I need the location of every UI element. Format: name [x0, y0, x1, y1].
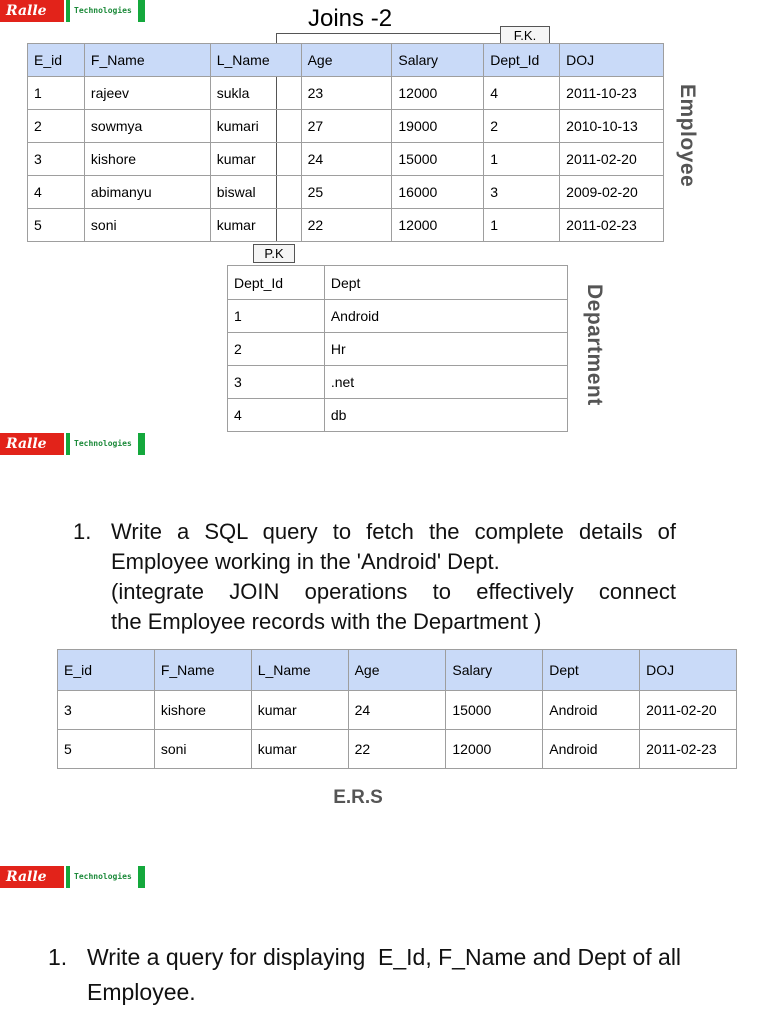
department-table [227, 265, 568, 432]
table-row [28, 176, 664, 209]
table-cell: 2 [484, 110, 560, 143]
department-table-label: Department [583, 284, 606, 406]
table-cell: kumar [210, 209, 301, 242]
table-cell: 1 [484, 143, 560, 176]
brand-name: Ralle [0, 866, 64, 888]
table-cell: 12000 [392, 77, 484, 110]
table-cell: Android [543, 730, 640, 769]
column-header: F_Name [154, 650, 251, 691]
table-row [228, 333, 568, 366]
question-number: 1. [48, 944, 68, 970]
result-table [57, 649, 737, 769]
column-header: Salary [446, 650, 543, 691]
employee-table [27, 43, 664, 242]
question-line: Write a query for displaying E_Id, F_Name and Dept of all [87, 944, 682, 970]
column-header: Dept [543, 650, 640, 691]
table-cell: 2 [228, 333, 325, 366]
table-cell: 19000 [392, 110, 484, 143]
table-cell: 2011-02-23 [640, 730, 737, 769]
table-row [28, 209, 664, 242]
table-row [58, 730, 737, 769]
primary-key-label: P.K [253, 244, 295, 263]
page-title: Joins -2 [308, 5, 393, 32]
table-cell: .net [324, 366, 567, 399]
table-row [28, 143, 664, 176]
column-header: E_id [58, 650, 155, 691]
brand-name: Ralle [0, 0, 64, 22]
table-cell: rajeev [84, 77, 210, 110]
table-cell: 22 [301, 209, 392, 242]
brand-logo [0, 866, 150, 888]
table-cell: soni [84, 209, 210, 242]
result-caption: E.R.S [333, 787, 383, 808]
question-line: Employee. [87, 979, 196, 1005]
brand-bar [138, 866, 145, 888]
table-cell: 12000 [446, 730, 543, 769]
table-cell: kishore [84, 143, 210, 176]
table-cell: 1 [484, 209, 560, 242]
table-cell: 2011-02-20 [640, 691, 737, 730]
question-two [48, 940, 738, 1010]
table-cell: 4 [484, 77, 560, 110]
column-header: L_Name [251, 650, 348, 691]
column-header: Dept [324, 266, 567, 300]
table-cell: sowmya [84, 110, 210, 143]
foreign-key-label: F.K. [500, 26, 550, 45]
table-cell: biswal [210, 176, 301, 209]
employee-table-label: Employee [676, 84, 699, 188]
table-cell: 23 [301, 77, 392, 110]
table-cell: 3 [484, 176, 560, 209]
table-cell: db [324, 399, 567, 432]
table-row [228, 300, 568, 333]
table-cell: kumar [251, 691, 348, 730]
table-cell: 22 [348, 730, 446, 769]
table-cell: Hr [324, 333, 567, 366]
key-connector-line [276, 33, 500, 34]
table-cell: kumar [251, 730, 348, 769]
table-cell: abimanyu [84, 176, 210, 209]
table-cell: 5 [28, 209, 85, 242]
question-text [87, 940, 737, 1010]
column-header: E_id [28, 44, 85, 77]
brand-tagline: Technologies [66, 866, 132, 888]
table-cell: 2010-10-13 [560, 110, 664, 143]
column-header: F_Name [84, 44, 210, 77]
table-cell: Android [324, 300, 567, 333]
table-cell: kishore [154, 691, 251, 730]
table-cell: 4 [28, 176, 85, 209]
table-cell: kumari [210, 110, 301, 143]
table-cell: kumar [210, 143, 301, 176]
brand-bar [138, 0, 145, 22]
table-cell: 1 [28, 77, 85, 110]
table-cell: 25 [301, 176, 392, 209]
table-row [28, 110, 664, 143]
question-line: Write a SQL query to fetch the complete details of [111, 519, 676, 544]
brand-tagline: Technologies [66, 433, 132, 455]
table-row [228, 366, 568, 399]
table-cell: 3 [58, 691, 155, 730]
table-cell: soni [154, 730, 251, 769]
table-cell: 2011-10-23 [560, 77, 664, 110]
question-one [73, 517, 683, 639]
table-cell: 1 [228, 300, 325, 333]
brand-bar [138, 433, 145, 455]
table-cell: 5 [58, 730, 155, 769]
question-text [111, 517, 676, 637]
table-header-row [58, 650, 737, 691]
column-header: Dept_Id [484, 44, 560, 77]
question-line: (integrate JOIN operations to effectively connect [111, 579, 676, 604]
table-header-row [228, 266, 568, 300]
table-cell: 15000 [392, 143, 484, 176]
column-header: DOJ [640, 650, 737, 691]
table-header-row [28, 44, 664, 77]
table-row [28, 77, 664, 110]
table-row [228, 399, 568, 432]
brand-tagline: Technologies [66, 0, 132, 22]
table-cell: 3 [228, 366, 325, 399]
column-header: Dept_Id [228, 266, 325, 300]
table-cell: 4 [228, 399, 325, 432]
table-cell: 16000 [392, 176, 484, 209]
question-number: 1. [73, 519, 92, 544]
table-cell: 3 [28, 143, 85, 176]
table-row [58, 691, 737, 730]
table-cell: 12000 [392, 209, 484, 242]
column-header: DOJ [560, 44, 664, 77]
brand-name: Ralle [0, 433, 64, 455]
column-header: Age [301, 44, 392, 77]
table-cell: 24 [348, 691, 446, 730]
question-line: the Employee records with the Department ) [111, 609, 542, 634]
table-cell: 15000 [446, 691, 543, 730]
table-cell: 27 [301, 110, 392, 143]
column-header: L_Name [210, 44, 301, 77]
table-cell: Android [543, 691, 640, 730]
table-cell: 2011-02-23 [560, 209, 664, 242]
column-header: Salary [392, 44, 484, 77]
table-cell: 24 [301, 143, 392, 176]
table-cell: 2 [28, 110, 85, 143]
table-cell: sukla [210, 77, 301, 110]
brand-logo [0, 0, 150, 22]
brand-logo [0, 433, 150, 455]
question-line: Employee working in the 'Android' Dept. [111, 549, 500, 574]
table-cell: 2011-02-20 [560, 143, 664, 176]
table-cell: 2009-02-20 [560, 176, 664, 209]
column-header: Age [348, 650, 446, 691]
